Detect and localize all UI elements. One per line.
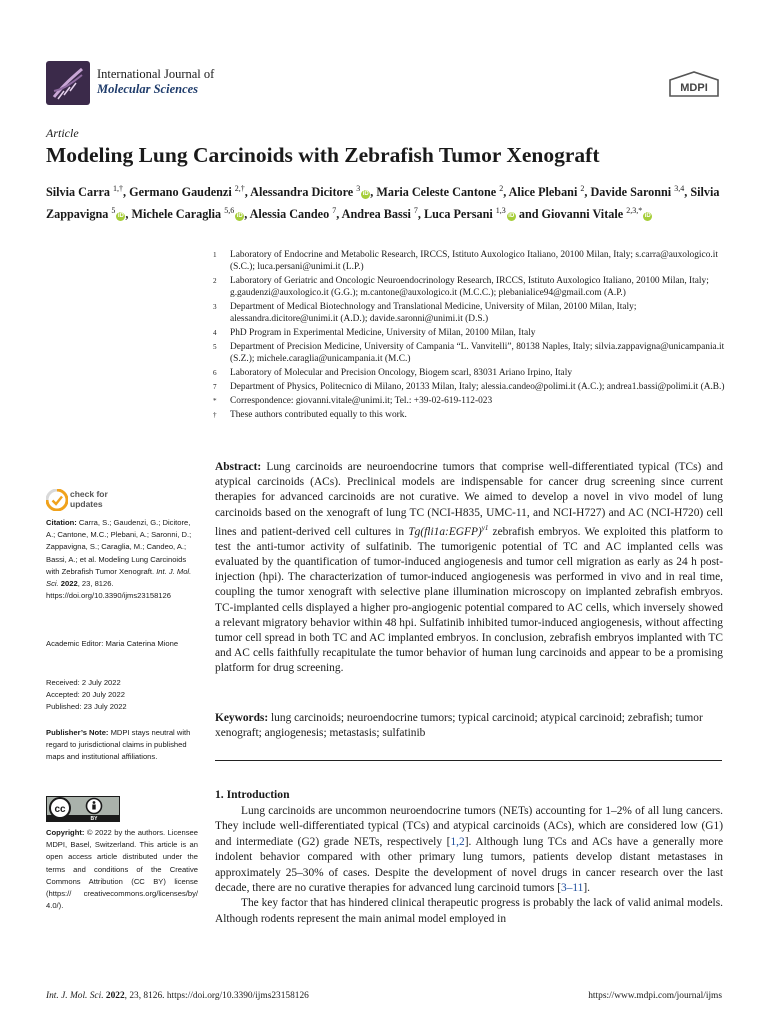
citation-year: 2022 [60, 579, 78, 589]
date-received: Received: 2 July 2022 [46, 678, 121, 687]
author-name: Silvia Carra [46, 185, 110, 200]
article-type: Article [46, 126, 79, 140]
affiliation-item [213, 341, 728, 366]
intro-p1-text-a: Lung carcinoids are uncommon neuroendocrine tumors (NETs) accounting for 1–2% of all lung cancers. They include well-differentiated typical (TCs) and atypical carcinoids (ACs), which are considered low (G1) and intermediate (G2) grade NETs, respectively [ [215, 805, 723, 848]
keywords-text: lung carcinoids; neuroendocrine tumors; typical carcinoid; atypical carcinoid; zebrafish; tumor xenograft; angiogenesis; metastasis; sulfatinib [215, 712, 703, 740]
author-affiliation-sup: 3 [356, 184, 361, 193]
check-updates-line2: updates [70, 498, 103, 509]
author-affiliation-sup: 1,† [113, 184, 124, 193]
author-affiliation-sup: 2,3,* [626, 205, 643, 215]
author-affiliation-sup: 5,6 [224, 205, 235, 215]
article-title: Modeling Lung Carcinoids with Zebrafish Tumor Xenograft [46, 143, 600, 167]
affiliation-item [213, 301, 728, 326]
affiliation-text: Department of Medical Biotechnology and Translational Medicine, University of Milan, 20100 Milan, Italy; alessandra.dicitore@unimi.it (A.D.); davide.saronni@unimi.it (D.S.) [230, 302, 637, 325]
author-affiliation-sup: 7 [413, 205, 418, 215]
affiliation-number: 2 [213, 277, 217, 286]
author-name: Michele Caraglia [131, 206, 222, 221]
author[interactable] [131, 207, 244, 221]
introduction-heading: 1. Introduction [215, 788, 290, 801]
author-affiliation-sup: 2 [580, 184, 585, 193]
copyright-text: © 2022 by the authors. Licensee MDPI, Basel, Switzerland. This article is an open access article distributed under the terms and conditions of the Creative Commons Attribution (CC BY) license (https:// creativecommons.org/licenses/by/ 4.0/). [46, 828, 198, 911]
publisher-note [46, 727, 198, 764]
footer-journal: Int. J. Mol. Sci. [46, 991, 104, 1001]
keywords-label: Keywords: [215, 712, 269, 724]
affiliation-item [213, 381, 728, 393]
check-updates-line1: check for [70, 489, 108, 499]
affiliation-text: Department of Precision Medicine, University of Campania “L. Vanvitelli”, 80138 Naples, Italy; silvia.zappavigna@unicampania.it (S.Z.); michele.caraglia@unicampania.it (M.C.) [230, 342, 725, 365]
author-name: Giovanni Vitale [541, 206, 624, 221]
citation-text: Carra, S.; Gaudenzi, G.; Dicitore, A.; Cantone, M.C.; Plebani, A.; Saronni, D.; Zappavigna, S.; Caraglia, M.; Candeo, A.; Bassi, A.; et al. Modeling Lung Carcinoids with Zebrafish Tumor Xenograft. [46, 518, 192, 576]
journal-name [97, 67, 214, 97]
affiliation-number: 3 [213, 303, 217, 312]
author[interactable] [424, 207, 516, 221]
affiliation-item [213, 249, 728, 274]
affiliation-number: † [213, 410, 217, 419]
introduction-paragraph-1 [215, 804, 723, 896]
author-affiliation-sup: 2 [499, 184, 504, 193]
affiliations [213, 249, 728, 422]
author[interactable] [250, 207, 337, 221]
affiliation-number: 4 [213, 329, 217, 338]
abstract [215, 460, 723, 677]
footer-journal-url[interactable]: https://www.mdpi.com/journal/ijms [588, 991, 722, 1001]
author[interactable] [250, 185, 370, 199]
affiliation-number: 6 [213, 369, 217, 378]
author-name: Davide Saronni [590, 185, 672, 200]
cc-by-license-logo[interactable] [46, 796, 120, 822]
date-accepted: Accepted: 20 July 2022 [46, 690, 125, 700]
affiliation-text: Laboratory of Geriatric and Oncologic Neuroendocrinology Research, IRCCS, Istituto Auxologico Italiano, 20100 Milan, Italy; g.gaudenzi@auxologico.it (G.G.); m.cantone@auxologico.it (M.C.C.); plebanialice94@gmail.com (A.P.) [230, 276, 709, 299]
author-name: Maria Celeste Cantone [376, 185, 497, 200]
abstract-text-part2: zebrafish embryos. We exploited this platform to test the anti-tumor activity of sulfatinib. The tumorigenic potential of TC and AC implanted cells was evaluated by the quantification of tumor-induced angiogenesis and tumor cell migration as early as 24 h post-injection (hpi). The characterization of tumor-induced angiogenesis was performed in vivo and in real time, coupling the tumor xenograft with selective plane illumination microscopy on implanted zebrafish embryos. TC-implanted cells displayed a higher pro-angiogenic potential compared to AC cells, which inversely showed a relevant migratory behavior within 48 hpi. Sulfatinib inhibited tumor-induced angiogenesis, without affecting tumor cell spread in both TC and AC implanted embryos. In conclusion, zebrafish embryos implanted with TC and AC cells faithfully recapitulate the tumor behavior of human lung carcinoids and appear to be a promising platform for drug screening. [215, 525, 723, 675]
author[interactable] [376, 185, 503, 199]
author-name: Alessia Candeo [249, 206, 330, 221]
author-name: Alessandra Dicitore [250, 185, 354, 200]
affiliation-item [213, 395, 728, 407]
check-for-updates-badge[interactable] [46, 488, 126, 514]
footer-citation [46, 991, 309, 1001]
copyright-label: Copyright: [46, 828, 85, 837]
author[interactable] [342, 207, 418, 221]
affiliation-text: Department of Physics, Politecnico di Milano, 20133 Milan, Italy; alessia.candeo@polimi.it (A.C.); andrea1.bassi@polimi.it (A.B.) [230, 381, 725, 392]
date-published: Published: 23 July 2022 [46, 702, 127, 712]
affiliation-text: Laboratory of Molecular and Precision Oncology, Biogem scarl, 83031 Ariano Irpino, Italy [230, 368, 573, 379]
orcid-icon[interactable]: iD [236, 212, 243, 219]
intro-p1-text-b: ]. Although lung TCs and ACs have a generally more indolent behavior compared with other primary lung tumors, patients develop distant metastases in approximately 25–30% of cases. Despite the development of novel drugs in cancer research over the last decade, there are no curative therapies for advanced lung carcinoid tumors [ [215, 835, 723, 895]
author-name: Silvia Zappavigna [46, 185, 720, 221]
section-divider [215, 760, 722, 761]
citation-journal: Int. J. Mol. Sci. [46, 566, 192, 589]
author-affiliation-sup: 2,† [234, 184, 245, 193]
cc-by-text: BY [90, 816, 98, 822]
affiliation-text: PhD Program in Experimental Medicine, University of Milan, 20100 Milan, Italy [230, 328, 536, 339]
introduction-body [215, 804, 723, 927]
affiliation-text: Laboratory of Endocrine and Metabolic Research, IRCCS, Istituto Auxologico Italiano, 20100 Milan, Italy; s.carra@auxologico.it (S.C.); luca.persani@unimi.it (L.P.) [230, 250, 718, 273]
affiliation-item [213, 327, 728, 339]
citation-block [46, 517, 198, 602]
author-affiliation-sup: 1,3 [495, 205, 506, 215]
orcid-icon[interactable]: iD [644, 212, 651, 219]
affiliation-text: Correspondence: giovanni.vitale@unimi.it; Tel.: +39-02-619-112-023 [230, 395, 493, 406]
affiliation-item [213, 275, 728, 300]
publication-dates [46, 677, 198, 714]
affiliation-number: * [213, 396, 217, 405]
affiliation-number: 1 [213, 251, 217, 259]
intro-p1-text-c: ]. [583, 882, 591, 895]
footer-year: 2022 [105, 991, 125, 1001]
orcid-icon[interactable]: iD [362, 191, 369, 198]
author-affiliation-sup: 5 [111, 205, 116, 215]
affiliation-number: 5 [213, 343, 217, 352]
abstract-transgene-sup: y1 [481, 523, 489, 532]
copyright-notice [46, 827, 198, 912]
cc-icon-text: cc [54, 804, 66, 815]
author-affiliation-sup: 7 [332, 205, 337, 215]
author-name: Alice Plebani [508, 185, 578, 200]
publisher-note-label: Publisher’s Note: [46, 728, 109, 737]
author-affiliation-sup: 3,4 [674, 184, 685, 193]
author[interactable] [46, 185, 123, 199]
citation-label: Citation: [46, 518, 77, 527]
abstract-transgene: Tg(fli1a:EGFP) [408, 525, 482, 538]
academic-editor: Academic Editor: Maria Caterina Mione [46, 639, 179, 648]
author[interactable] [509, 185, 585, 199]
mdpi-logo [666, 70, 722, 100]
journal-name-line2: Molecular Sciences [97, 82, 199, 96]
orcid-icon[interactable]: iD [117, 212, 124, 219]
citation-link[interactable]: 3–11 [561, 882, 584, 895]
introduction-paragraph-2: The key factor that has hindered clinical therapeutic progress is probably the lack of valid animal models. Although rodents represent the main animal model employed in [215, 897, 723, 925]
journal-logo [46, 61, 90, 105]
citation-volume[interactable]: , 23, 8126. https://doi.org/10.3390/ijms23158126 [46, 579, 171, 601]
journal-name-line1: International Journal of [97, 67, 215, 81]
affiliation-number: 7 [213, 382, 217, 391]
footer-rest[interactable]: , 23, 8126. https://doi.org/10.3390/ijms23158126 [124, 991, 309, 1001]
author-name: Andrea Bassi [341, 206, 411, 221]
author-list: Silvia Carra $^{1,\dagger}$, Germano Gaudenzi $^{2,\dagger}$, Alessandra Dicitore $^3$iD , Maria Celeste Cantone $^2$, Alice Plebani $^2$, Davide Saronni $^{3,4}$, Silvia Zappavigna $^5$iD , Michele Caraglia $^{5,6}$iD , Alessia Candeo $^7$, Andrea Bassi $^7$, Luca Persani $^{1,3}$iD and Giovanni Vitale $^{2,3,*}$iD [46, 184, 720, 221]
check-updates-icon [46, 489, 68, 511]
author[interactable] [590, 185, 684, 199]
abstract-text-part1: Lung carcinoids are neuroendocrine tumors that comprise well-differentiated typical (TCs) and atypical carcinoids (ACs). Preclinical models are indispensable for cancer drug screening since current therapies for advanced carcinoids are not curative. We aimed to develop a novel in vivo model of lung carcinoids based on the xenograft of lung TC (NCI-H835, UMC-11, and NCI-H727) and AC (NCI-H720) cell lines and patient-derived cell cultures in [215, 461, 723, 538]
author-name: Germano Gaudenzi [129, 185, 232, 200]
author-name: Luca Persani [424, 206, 493, 221]
author[interactable] [129, 185, 245, 199]
affiliation-item [213, 409, 728, 421]
publisher-note-text: MDPI stays neutral with regard to jurisdictional claims in published maps and institutional affiliations. [46, 728, 191, 762]
abstract-label: Abstract: [215, 461, 262, 473]
affiliation-item [213, 367, 728, 379]
citation-link[interactable]: 1,2 [450, 835, 465, 848]
affiliation-text: These authors contributed equally to this work. [230, 409, 407, 420]
keywords [215, 711, 723, 741]
author[interactable] [542, 207, 653, 221]
mdpi-logo-text: MDPI [680, 82, 708, 94]
orcid-icon[interactable]: iD [508, 212, 515, 219]
